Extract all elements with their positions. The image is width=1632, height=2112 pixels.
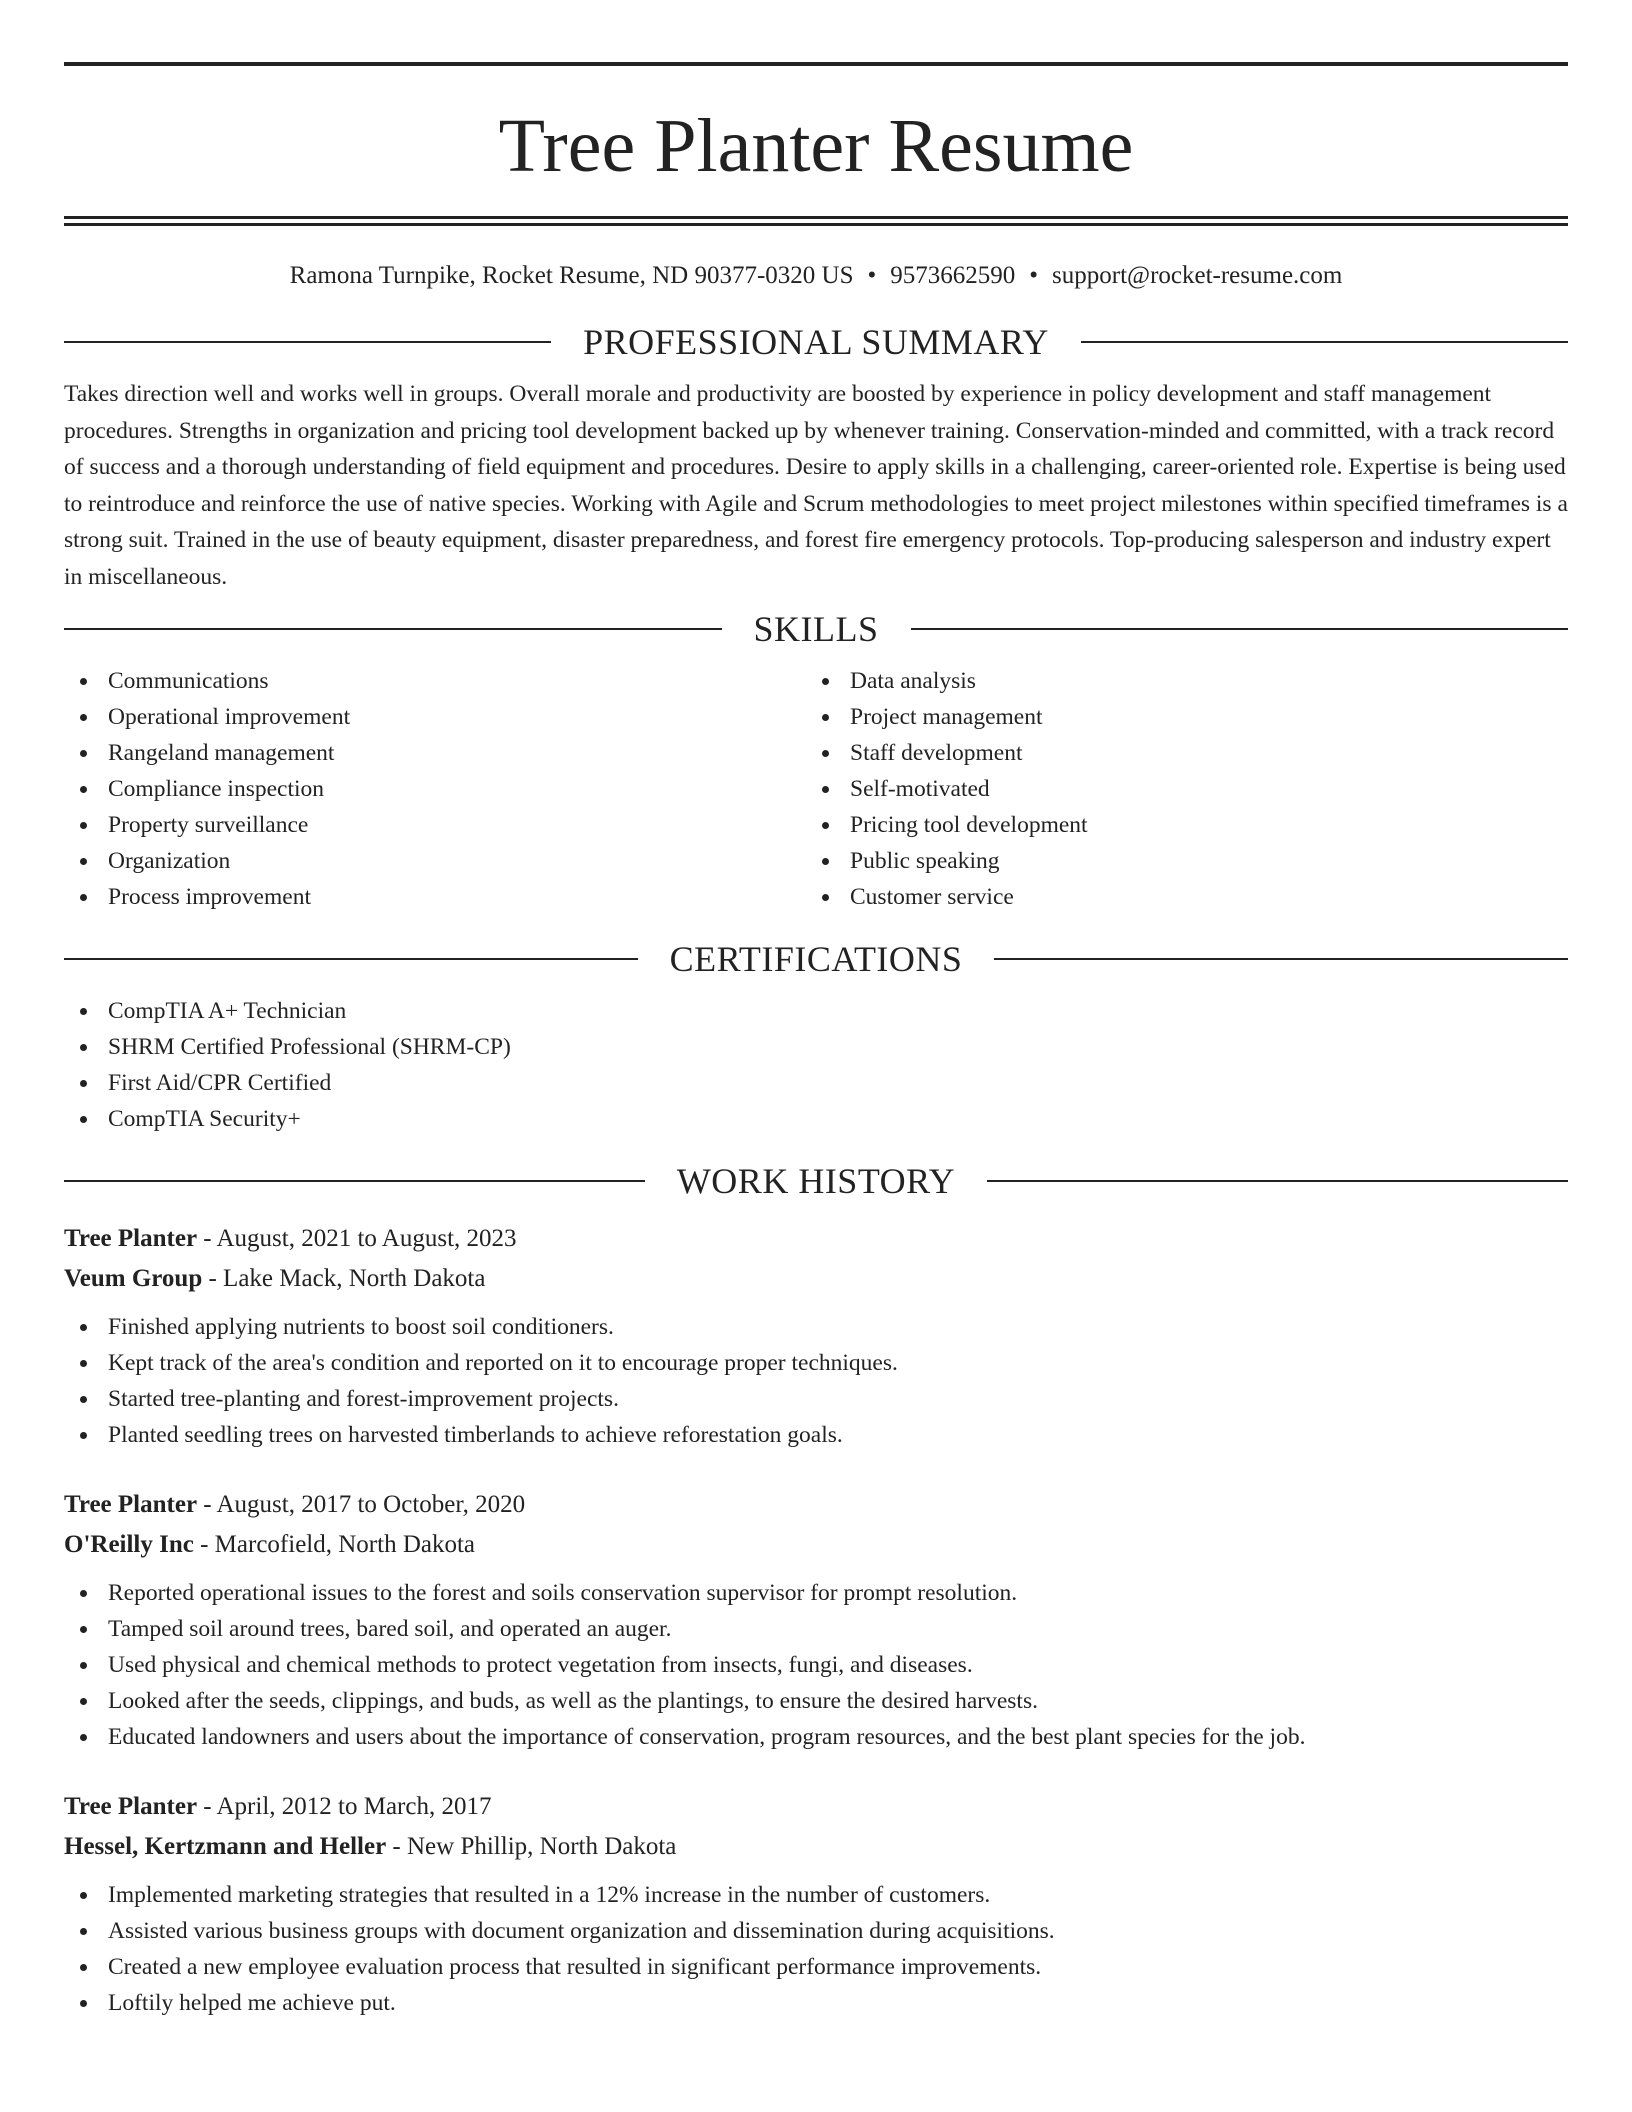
page-title: Tree Planter Resume xyxy=(498,104,1134,188)
skill-item: Rangeland management xyxy=(64,735,806,771)
job-bullets xyxy=(64,1309,1568,1453)
skill-item: Compliance inspection xyxy=(64,771,806,807)
skill-item: Public speaking xyxy=(806,843,1548,879)
job-bullet: Created a new employee evaluation process that resulted in significant performance improvements. xyxy=(64,1949,1568,1985)
job-bullet: Used physical and chemical methods to protect vegetation from insects, fungi, and diseases. xyxy=(64,1647,1568,1683)
contact-separator: • xyxy=(1029,262,1039,289)
job-company: Hessel, Kertzmann and Heller xyxy=(64,1833,387,1860)
job-title-line xyxy=(64,1219,1568,1259)
contact-email: support@rocket-resume.com xyxy=(1052,262,1343,289)
job-location: - Marcofield, North Dakota xyxy=(193,1531,476,1558)
skill-item: Staff development xyxy=(806,735,1548,771)
job-bullet: Tamped soil around trees, bared soil, and operated an auger. xyxy=(64,1611,1568,1647)
section-title: SKILLS xyxy=(753,609,879,649)
job-bullet: Reported operational issues to the forest and soils conservation supervisor for prompt resolution. xyxy=(64,1575,1568,1611)
job-entry xyxy=(64,1219,1568,1453)
contact-phone: 9573662590 xyxy=(890,262,1016,289)
skill-item: Self-motivated xyxy=(806,771,1548,807)
skills-grid xyxy=(64,663,1568,915)
job-company: Veum Group xyxy=(64,1265,203,1292)
job-title-line xyxy=(64,1485,1568,1525)
section-title: WORK HISTORY xyxy=(676,1161,956,1201)
skill-item: Communications xyxy=(64,663,806,699)
job-entry xyxy=(64,1485,1568,1755)
skill-item: Data analysis xyxy=(806,663,1548,699)
title-double-rule xyxy=(64,216,1568,226)
contact-line xyxy=(64,260,1568,292)
job-company: O'Reilly Inc xyxy=(64,1531,194,1558)
certifications-list xyxy=(64,993,1568,1137)
certification-item: SHRM Certified Professional (SHRM-CP) xyxy=(64,1029,1568,1065)
job-title-line xyxy=(64,1787,1568,1827)
skill-item: Operational improvement xyxy=(64,699,806,735)
job-dates: - August, 2017 to October, 2020 xyxy=(197,1491,526,1518)
heading-rule xyxy=(64,958,638,960)
skill-item: Process improvement xyxy=(64,879,806,915)
job-dates: - April, 2012 to March, 2017 xyxy=(197,1793,492,1820)
heading-rule xyxy=(1081,341,1568,343)
summary-text: Takes direction well and works well in groups. Overall morale and productivity are boosted by experience in policy development and staff management procedures. Strengths in organization and pricing tool development backed up by whenever training. Conservation-minded and committed, with a track record of success and a thorough understanding of field equipment and procedures. Desire to apply skills in a challenging, career-oriented role. Expertise is being used to reintroduce and reinforce the use of native species. Working with Agile and Scrum methodologies to meet project milestones within specified timeframes is a strong suit. Trained in the use of beauty equipment, disaster preparedness, and forest fire emergency protocols. Top-producing salesperson and industry expert in miscellaneous. xyxy=(64,381,1568,590)
job-dates: - August, 2021 to August, 2023 xyxy=(197,1225,517,1252)
section-heading-skills xyxy=(64,607,1568,651)
certification-item: CompTIA A+ Technician xyxy=(64,993,1568,1029)
job-location: - Lake Mack, North Dakota xyxy=(202,1265,486,1292)
section-heading-work-history xyxy=(64,1159,1568,1203)
heading-rule xyxy=(64,1180,645,1182)
top-rule xyxy=(64,62,1568,66)
section-heading-summary xyxy=(64,320,1568,364)
skill-item: Project management xyxy=(806,699,1548,735)
contact-separator: • xyxy=(867,262,877,289)
job-bullet: Educated landowners and users about the importance of conservation, program resources, and the best plant species for the job. xyxy=(64,1719,1568,1755)
heading-rule xyxy=(64,341,551,343)
job-title: Tree Planter xyxy=(64,1491,198,1518)
job-bullet: Finished applying nutrients to boost soil conditioners. xyxy=(64,1309,1568,1345)
skill-item: Organization xyxy=(64,843,806,879)
job-company-line xyxy=(64,1259,1568,1299)
job-location: - New Phillip, North Dakota xyxy=(386,1833,677,1860)
skill-item: Pricing tool development xyxy=(806,807,1548,843)
contact-address: Ramona Turnpike, Rocket Resume, ND 90377-0320 US xyxy=(289,262,854,289)
skills-list-right xyxy=(806,663,1548,915)
job-bullet: Looked after the seeds, clippings, and buds, as well as the plantings, to ensure the desired harvests. xyxy=(64,1683,1568,1719)
section-title: CERTIFICATIONS xyxy=(669,939,963,979)
heading-rule xyxy=(994,958,1568,960)
job-bullet: Kept track of the area's condition and reported on it to encourage proper techniques. xyxy=(64,1345,1568,1381)
job-title: Tree Planter xyxy=(64,1225,198,1252)
job-bullet: Assisted various business groups with document organization and dissemination during acquisitions. xyxy=(64,1913,1568,1949)
job-bullets xyxy=(64,1575,1568,1755)
job-bullet: Planted seedling trees on harvested timberlands to achieve reforestation goals. xyxy=(64,1417,1568,1453)
job-company-line xyxy=(64,1827,1568,1867)
skills-list-left xyxy=(64,663,806,915)
job-title: Tree Planter xyxy=(64,1793,198,1820)
job-bullet: Loftily helped me achieve put. xyxy=(64,1985,1568,2021)
heading-rule xyxy=(64,628,722,630)
section-heading-certifications xyxy=(64,937,1568,981)
heading-rule xyxy=(987,1180,1568,1182)
certification-item: First Aid/CPR Certified xyxy=(64,1065,1568,1101)
heading-rule xyxy=(911,628,1569,630)
skill-item: Customer service xyxy=(806,879,1548,915)
certification-item: CompTIA Security+ xyxy=(64,1101,1568,1137)
job-bullets xyxy=(64,1877,1568,2021)
skill-item: Property surveillance xyxy=(64,807,806,843)
job-bullet: Started tree-planting and forest-improvement projects. xyxy=(64,1381,1568,1417)
section-title: PROFESSIONAL SUMMARY xyxy=(583,322,1049,362)
job-company-line xyxy=(64,1525,1568,1565)
job-bullet: Implemented marketing strategies that resulted in a 12% increase in the number of customers. xyxy=(64,1877,1568,1913)
job-entry xyxy=(64,1787,1568,2021)
